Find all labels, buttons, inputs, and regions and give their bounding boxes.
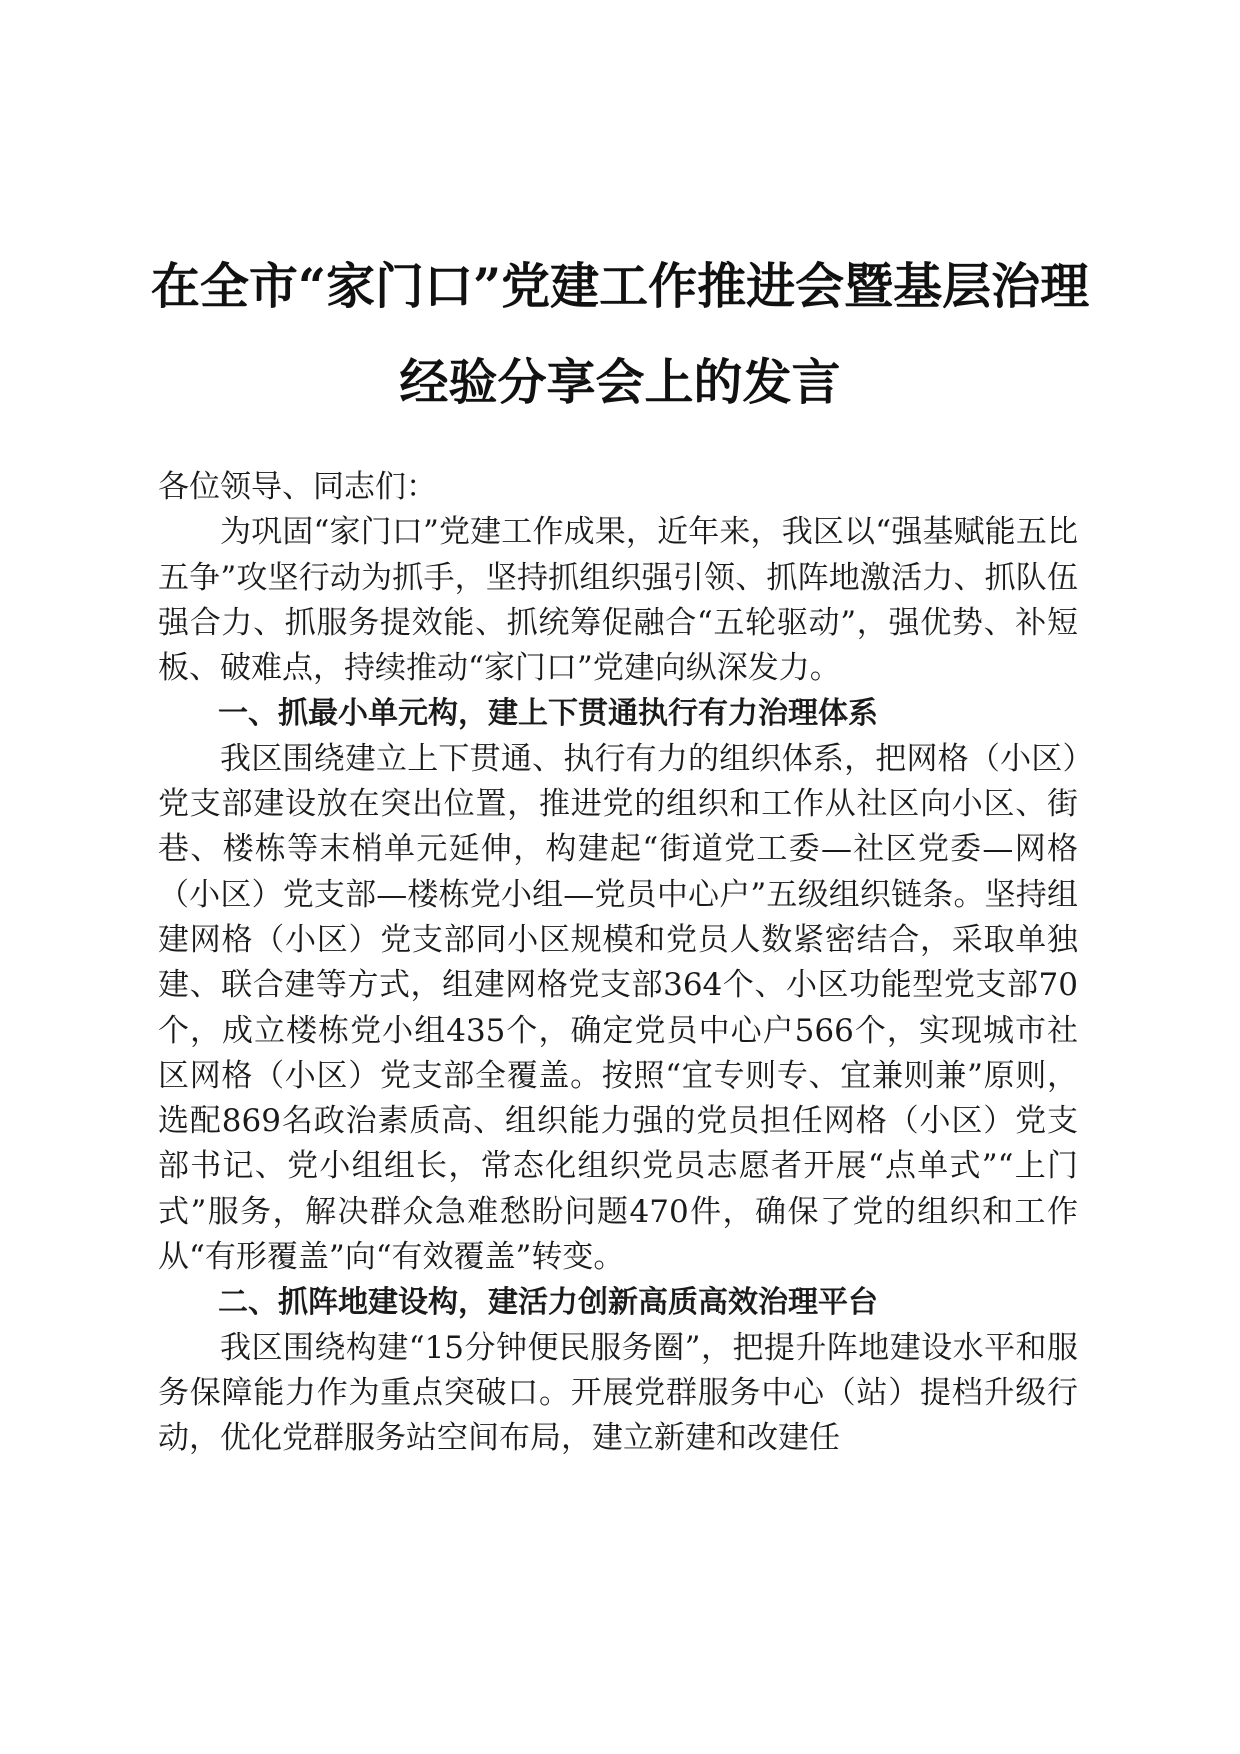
document-body bbox=[158, 465, 1078, 1462]
section-2-heading: 二、抓阵地建设构，建活力创新高质高效治理平台 bbox=[218, 1285, 878, 1321]
section-2-paragraph: 我区围绕构建“15分钟便民服务圈”，把提升阵地建设水平和服务保障能力作为重点突破口。开展党群服务中心（站）提档升级行动，优化党群服务站空间布局，建立新建和改建任 bbox=[158, 1329, 1078, 1457]
document-title-line-2: 经验分享会上的发言 bbox=[399, 353, 841, 411]
section-1-paragraph: 我区围绕建立上下贯通、执行有力的组织体系，把网格（小区）党支部建设放在突出位置，推进党的组织和工作从社区向小区、街巷、楼栋等末梢单元延伸，构建起“街道党工委—社区党委—网格（小区）党支部—楼栋党小组—党员中心户”五级组织链条。坚持组建网格（小区）党支部同小区规模和党员人数紧密结合，采取单独建、联合建等方式，组建网格党支部364个、小区功能型党支部70个，成立楼栋党小组435个，确定党员中心户566个，实现城市社区网格（小区）党支部全覆盖。按照“宜专则专、宜兼则兼”原则，选配869名政治素质高、组织能力强的党员担任网格（小区）党支部书记、党小组组长，常态化组织党员志愿者开展“点单式”“上门式”服务，解决群众急难愁盼问题470件，确保了党的组织和工作从“有形覆盖”向“有效覆盖”转变。 bbox=[158, 740, 1078, 1276]
document-title-line-1: 在全市“家门口”党建工作推进会暨基层治理 bbox=[150, 257, 1090, 315]
intro-paragraph: 为巩固“家门口”党建工作成果，近年来，我区以“强基赋能五比五争”攻坚行动为抓手，坚持抓组织强引领、抓阵地激活力、抓队伍强合力、抓服务提效能、抓统筹促融合“五轮驱动”，强优势、补短板、破难点，持续推动“家门口”党建向纵深发力。 bbox=[158, 514, 1078, 687]
section-1-heading: 一、抓最小单元构，建上下贯通执行有力治理体系 bbox=[218, 696, 878, 732]
salutation: 各位领导、同志们： bbox=[158, 469, 437, 505]
